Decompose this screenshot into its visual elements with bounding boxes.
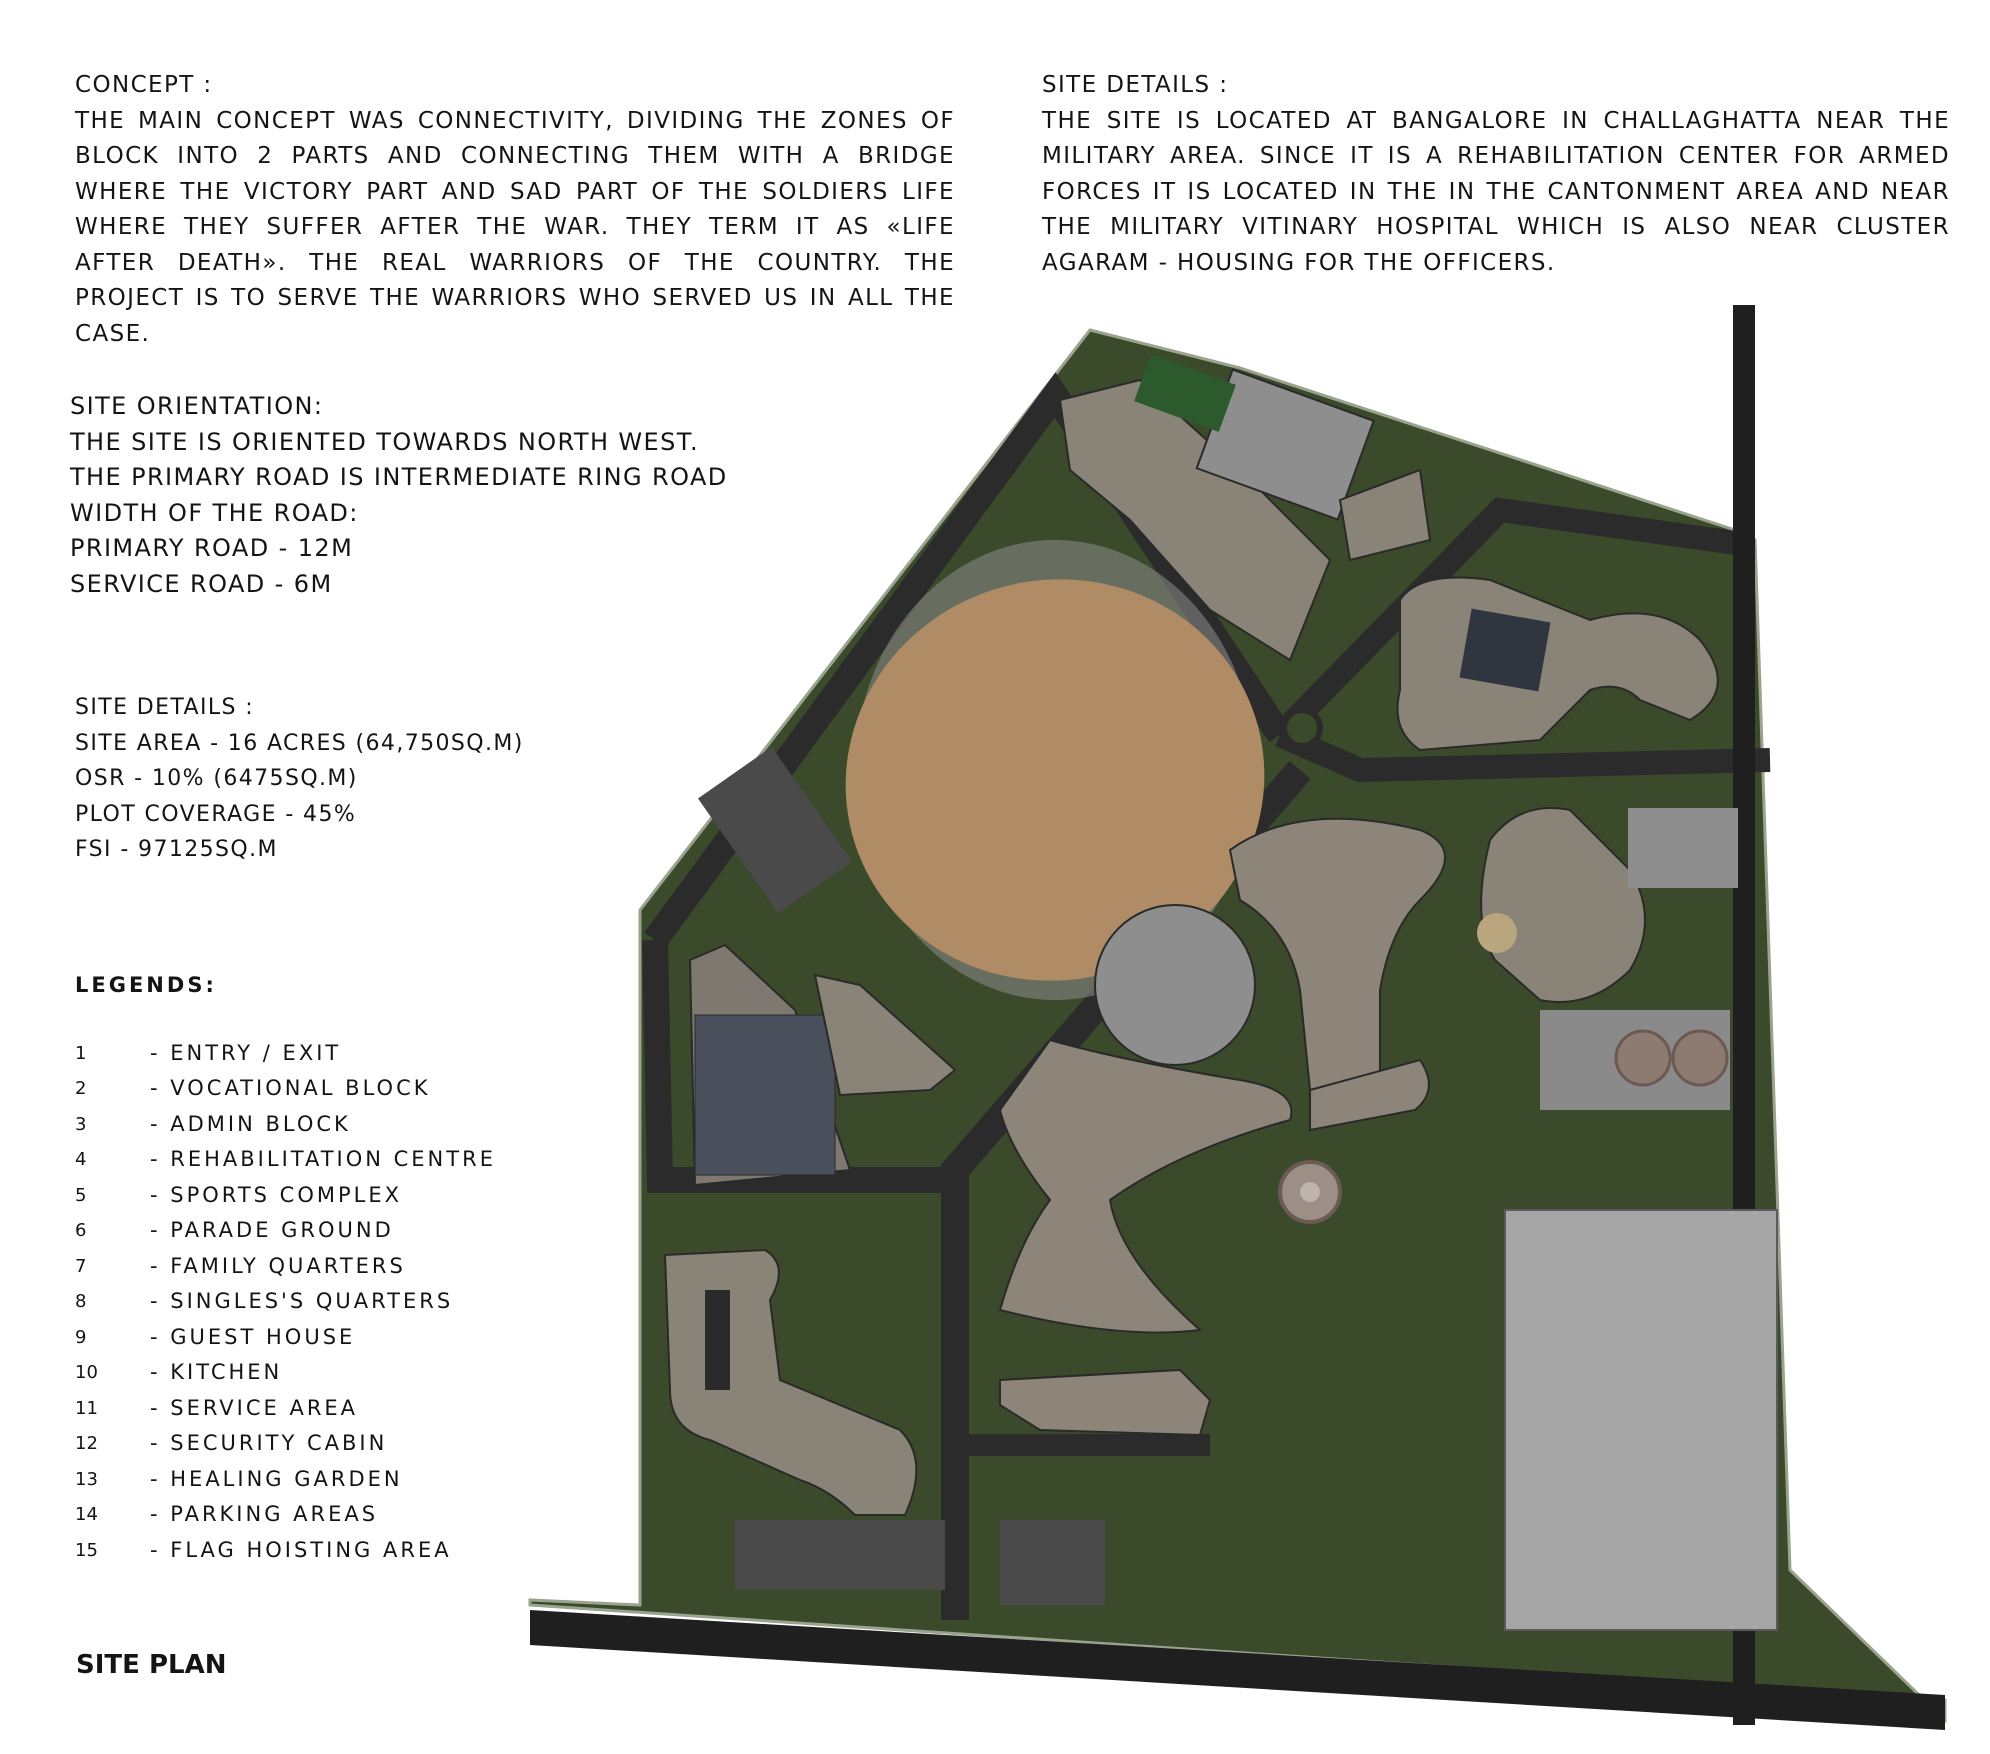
legend-label: - GUEST HOUSE [150, 1324, 356, 1349]
site-detail-line: PLOT COVERAGE - 45% [75, 801, 357, 827]
garden-fountain-1 [1616, 1031, 1670, 1085]
orientation-line: SERVICE ROAD - 6M [70, 569, 333, 598]
legend-label: - FLAG HOISTING AREA [150, 1537, 452, 1562]
security-cabin-block [1000, 1370, 1210, 1435]
legend-label: - KITCHEN [150, 1360, 283, 1384]
parking-area-gate [1000, 1520, 1105, 1605]
legend-label: - PARADE GROUND [150, 1218, 394, 1242]
site-detail-line: FSI - 97125SQ.M [75, 837, 278, 862]
singles-quarters-sheds [695, 1015, 835, 1175]
site-plan-title: SITE PLAN [76, 1650, 227, 1680]
orientation-line: THE PRIMARY ROAD IS INTERMEDIATE RING ROAD [70, 463, 728, 491]
legend-num: 5 [75, 1184, 87, 1206]
legend-num: 6 [75, 1220, 87, 1241]
site-details-right-heading: SITE DETAILS : [1042, 72, 1229, 98]
legend-label: - VOCATIONAL BLOCK [150, 1076, 431, 1100]
orientation-line: PRIMARY ROAD - 12M [70, 534, 354, 562]
legend-num: 3 [75, 1113, 87, 1135]
legend-num: 11 [75, 1397, 98, 1419]
concept-body: THE MAIN CONCEPT WAS CONNECTIVITY, DIVIDING THE ZONES OF BLOCK INTO 2 PARTS AND CONNECTING THEM WITH A BRIDGE WHERE THE VICTORY PART AND SAD PART OF THE SOLDIERS LIFE WHERE THEY SUFFER AFTER THE WAR. THEY TERM IT AS «LIFE AFTER DEATH». THE REAL WARRIORS OF THE COUNTRY. THE PROJECT IS TO SERVE THE WARRIORS WHO SERVED US IN ALL THE CASE. [75, 107, 955, 347]
legend-num: 15 [75, 1539, 98, 1561]
legend-num: 9 [75, 1326, 87, 1348]
legend-num: 2 [75, 1078, 87, 1099]
legend-label: - ENTRY / EXIT [150, 1040, 342, 1065]
legend-num: 1 [75, 1042, 87, 1064]
site-detail-line: SITE AREA - 16 ACRES (64,750SQ.M) [75, 730, 524, 756]
site-details-left-heading: SITE DETAILS : [75, 695, 255, 720]
legend-label: - SERVICE AREA [150, 1395, 359, 1420]
legend-label: - FAMILY QUARTERS [150, 1253, 406, 1278]
legend-num: 8 [75, 1291, 87, 1312]
legend-title: LEGENDS: [75, 973, 217, 997]
sw-court [705, 1290, 730, 1390]
helipad [1477, 913, 1517, 953]
legend-label: - REHABILITATION CENTRE [150, 1147, 496, 1171]
guest-court [1460, 609, 1551, 692]
legend-num: 13 [75, 1468, 98, 1490]
sports-complex [1505, 1210, 1777, 1630]
roundabout [1284, 710, 1320, 746]
parking-area-south [735, 1520, 945, 1590]
site-details-right-body: THE SITE IS LOCATED AT BANGALORE IN CHALLAGHATTA NEAR THE MILITARY AREA. SINCE IT IS A REHABILITATION CENTER FOR ARMED FORCES IT IS LOCATED IN THE IN THE CANTONMENT AREA AND NEAR THE MILITARY VITINARY HOSPITAL WHICH IS ALSO NEAR CLUSTER AGARAM - HOUSING FOR THE OFFICERS. [1042, 107, 1950, 276]
legend-num: 7 [75, 1255, 87, 1277]
concept-heading: CONCEPT : [75, 72, 213, 98]
legend-label: - SECURITY CABIN [150, 1431, 388, 1455]
legend-num: 10 [75, 1362, 98, 1383]
legend-label: - SPORTS COMPLEX [150, 1182, 403, 1207]
orientation-line: WIDTH OF THE ROAD: [70, 498, 359, 527]
service-area-roof [1628, 808, 1738, 888]
legend-label: - SINGLES'S QUARTERS [150, 1289, 454, 1313]
flag-hoisting-centre [1300, 1182, 1320, 1202]
legend-label: - HEALING GARDEN [150, 1466, 403, 1491]
shed-roof [695, 1015, 835, 1175]
site-orientation-heading: SITE ORIENTATION: [70, 392, 324, 420]
legend-num: 4 [75, 1149, 87, 1170]
orientation-line: THE SITE IS ORIENTED TOWARDS NORTH WEST. [70, 427, 699, 456]
site-detail-line: OSR - 10% (6475SQ.M) [75, 766, 358, 791]
legend-num: 12 [75, 1433, 98, 1454]
legend-label: - PARKING AREAS [150, 1502, 379, 1526]
legend-label: - ADMIN BLOCK [150, 1111, 351, 1136]
legend-num: 14 [75, 1504, 98, 1525]
rehab-courtyard-circle [1095, 905, 1255, 1065]
garden-fountain-2 [1673, 1031, 1727, 1085]
